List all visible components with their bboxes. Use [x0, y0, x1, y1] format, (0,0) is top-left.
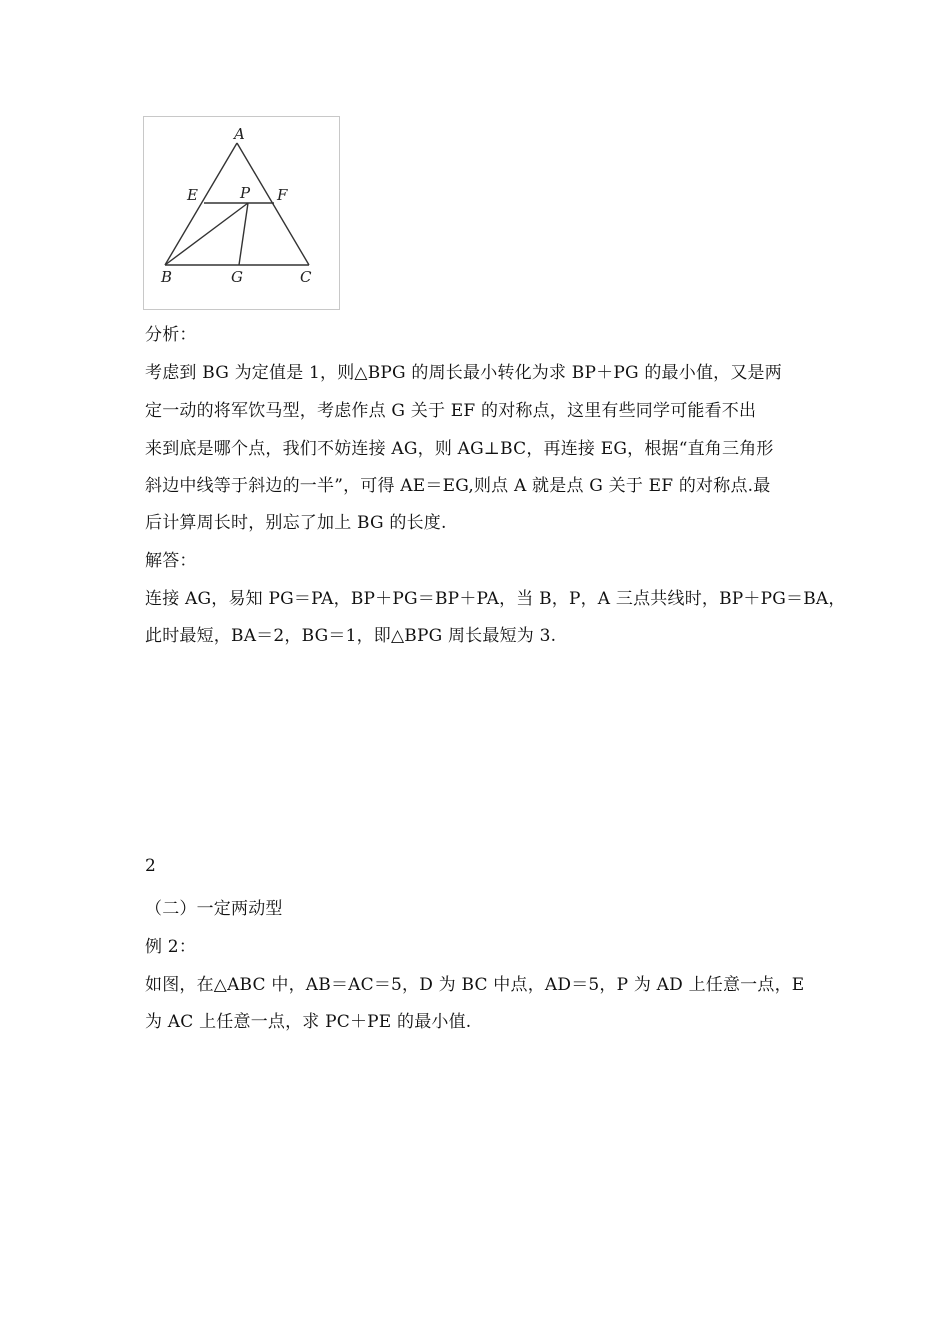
- example-line: 如图，在△ABC 中，AB＝AC＝5，D 为 BC 中点，AD＝5，P 为 AD 上任意一点，E: [145, 975, 805, 995]
- example-line: 为 AC 上任意一点，求 PC＋PE 的最小值.: [145, 1012, 472, 1032]
- label-f: F: [277, 186, 288, 204]
- label-g: G: [231, 268, 243, 286]
- example-label: 例 2：: [145, 937, 197, 957]
- segment-pg: [239, 203, 248, 265]
- analysis-line: 考虑到 BG 为定值是 1，则△BPG 的周长最小转化为求 BP＋PG 的最小值，又是两: [145, 363, 782, 383]
- answer-line: 连接 AG，易知 PG＝PA，BP＋PG＝BP＋PA，当 B，P，A 三点共线时，BP＋PG＝BA，: [145, 589, 846, 609]
- label-e: E: [187, 186, 198, 204]
- label-c: C: [300, 268, 312, 286]
- answer-line: 此时最短，BA＝2，BG＝1，即△BPG 周长最短为 3.: [145, 626, 557, 646]
- triangle-diagram: [144, 117, 339, 309]
- analysis-heading: 分析：: [145, 325, 197, 345]
- answer-heading: 解答：: [145, 551, 197, 571]
- label-p: P: [240, 184, 251, 202]
- analysis-line: 斜边中线等于斜边的一半”，可得 AE＝EG,则点 A 就是点 G 关于 EF 的对称点.最: [145, 476, 771, 496]
- label-a: A: [234, 125, 245, 143]
- side-ab: [165, 143, 237, 265]
- segment-bp: [165, 203, 248, 265]
- triangle-figure: [143, 116, 340, 310]
- analysis-line: 来到底是哪个点，我们不妨连接 AG，则 AG⊥BC，再连接 EG，根据“直角三角形: [145, 439, 774, 459]
- label-b: B: [161, 268, 173, 286]
- analysis-line: 后计算周长时，别忘了加上 BG 的长度.: [145, 513, 447, 533]
- section-number: 2: [145, 856, 157, 876]
- section-title: （二）一定两动型: [145, 899, 283, 919]
- analysis-line: 定一动的将军饮马型，考虑作点 G 关于 EF 的对称点，这里有些同学可能看不出: [145, 401, 757, 421]
